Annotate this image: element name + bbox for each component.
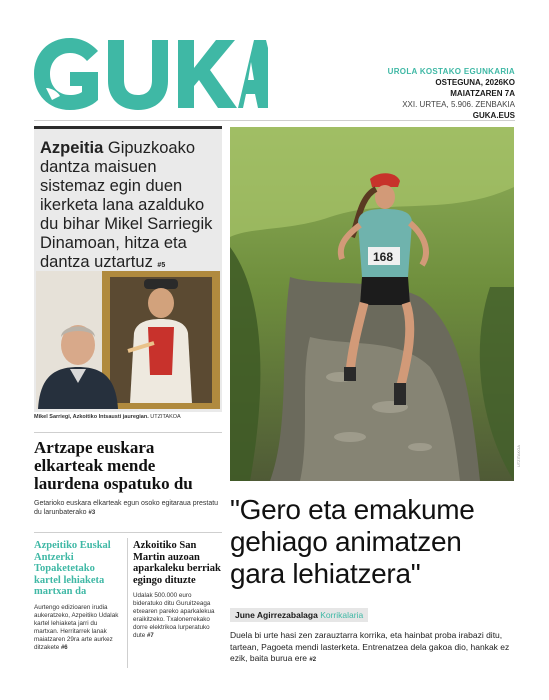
aparkaleku-body — [133, 592, 222, 640]
date-line-2: MAIATZAREN 7A — [450, 89, 515, 98]
aparkaleku-story[interactable] — [133, 540, 222, 640]
runner-photo — [230, 127, 514, 481]
lead-story-photo — [36, 271, 220, 409]
guka-logo[interactable] — [32, 34, 268, 114]
main-headline-quote[interactable]: "Gero eta emakume gehiago animatzen gara lehiatzera" — [230, 494, 475, 589]
trail-runner-image — [230, 127, 514, 481]
main-byline — [230, 608, 368, 622]
date-line-1: OSTEGUNA, 2026KO — [435, 78, 515, 87]
bib-number: 168 — [373, 250, 394, 264]
artzape-page-ref[interactable]: #3 — [88, 510, 96, 516]
aparkaleku-body-text: Udalak 500.000 euro bideratuko ditu Guruitzeaga etxearen pareko aparkalekua eraikitzeko. Txalonerrekako dorre elektrikoa lurperatuko dute — [133, 592, 215, 639]
main-story-body — [230, 630, 516, 667]
artzape-summary-text: Getarioko euskara elkarteak egun osoko egitaraua prestatu du larunbaterako — [34, 500, 219, 516]
antzerki-page-ref[interactable]: #6 — [60, 644, 68, 651]
lead-photo-caption — [34, 414, 222, 420]
masthead — [0, 0, 549, 120]
lead-photo-caption-text: Mikel Sarriegi, Azkoitiko Intsausti jauregian. — [34, 414, 149, 420]
aparkaleku-headline[interactable]: Azkoitiko San Martin auzoan aparkaleku berriak egingo dituzte — [133, 540, 221, 586]
lead-story-text — [34, 129, 222, 275]
byline-role: Korrikalaria — [320, 610, 364, 620]
issue-number: XXI. URTEA, 5.906. ZENBAKIA — [402, 100, 515, 109]
main-story-body-text: Duela bi urte hasi zen zarauztarra korrika, eta hainbat proba irabazi ditu, tartean, Pagoeta mendi lasterketa. Entrenatzea dela gakoa dio, hankak ez ezik, baita burua ere — [230, 630, 510, 663]
artzape-story[interactable] — [34, 432, 222, 518]
artzape-headline[interactable]: Artzape euskara elkarteak mende laurdena ospatuko du — [34, 438, 193, 493]
artzape-summary — [34, 499, 222, 518]
main-story-page-ref[interactable]: #2 — [309, 657, 317, 663]
edition-info — [388, 66, 515, 121]
website-link[interactable]: GUKA.EUS — [472, 111, 515, 120]
antzerki-story[interactable] — [34, 540, 123, 652]
column-divider — [127, 538, 128, 668]
masthead-divider — [34, 120, 515, 121]
lead-story-summary: Gipuzkoako dantza maisuen sistemaz egin duen ikerketa lana azalduko du bihar Mikel Sarriegik Dinamoan, hitza eta dantza uztartuz — [40, 139, 213, 271]
main-photo-credit: UTZITAKOA — [516, 445, 521, 468]
lead-story[interactable] — [34, 126, 222, 412]
section-divider — [34, 532, 222, 533]
aparkaleku-page-ref[interactable]: #7 — [147, 633, 154, 639]
lead-story-town: Azpeitia — [40, 139, 104, 157]
antzerki-headline[interactable]: Azpeitiko Euskal Antzerki Topaketetako kartel lehiaketa martxan da — [34, 540, 111, 597]
antzerki-body-text: Aurtengo edizioaren irudia aukeratzeko, Azpeitiko Udalak kartel lehiaketa jarri du martxan. Herritarrek lanak maiatzaren 29ra arte aurkez ditzakete — [34, 603, 119, 651]
byline-name: June Agirrezabalaga — [235, 610, 318, 620]
mikel-sarriegi-photo — [36, 271, 220, 409]
antzerki-body — [34, 604, 123, 652]
lead-story-page-ref[interactable]: #5 — [157, 262, 166, 269]
newspaper-tagline: UROLA KOSTAKO EGUNKARIA — [387, 67, 515, 76]
lead-photo-credit: UTZITAKOA — [150, 414, 181, 420]
